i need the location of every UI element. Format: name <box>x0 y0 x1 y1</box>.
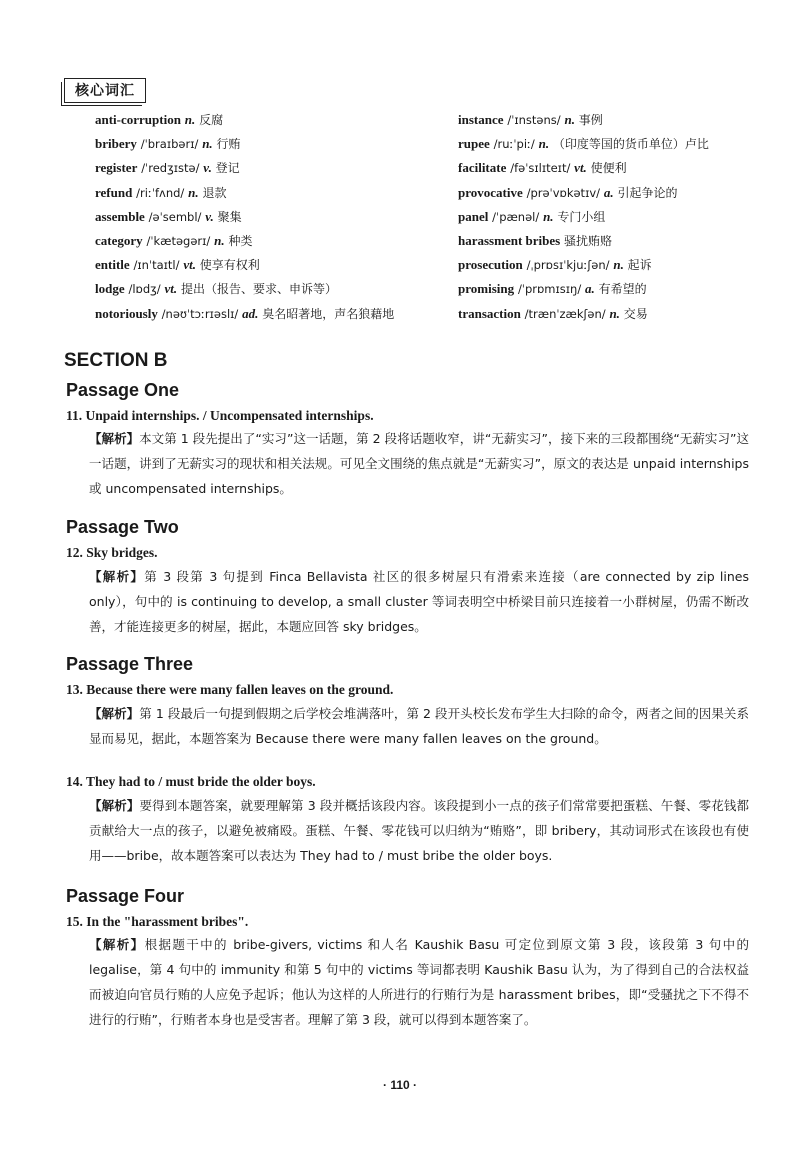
vocab-item <box>95 229 450 253</box>
vocab-meaning: 事例 <box>578 113 603 127</box>
vocab-item <box>95 253 450 277</box>
vocab-word: transaction <box>458 305 521 321</box>
vocab-word: category <box>95 232 143 248</box>
vocab-item <box>458 205 788 229</box>
vocab-pos: a. <box>603 184 614 200</box>
vocab-word: notoriously <box>95 305 158 321</box>
vocab-item <box>458 132 788 156</box>
vocab-item <box>95 156 450 180</box>
vocab-pronunciation: /ˈpænəl/ <box>492 209 540 224</box>
vocab-meaning: 登记 <box>215 161 240 176</box>
vocab-word: facilitate <box>458 160 507 176</box>
passage-title: Passage Four <box>66 886 185 906</box>
vocab-item <box>458 181 788 205</box>
vocab-pos: n. <box>609 305 620 321</box>
vocab-word: harassment bribes <box>458 232 561 248</box>
vocab-pos: a. <box>585 281 595 297</box>
vocab-word: anti-corruption <box>95 112 181 127</box>
passage-title: Passage Two <box>66 517 179 537</box>
vocab-meaning: 有希望的 <box>598 282 647 297</box>
vocab-item <box>95 277 450 301</box>
vocab-word: assemble <box>95 208 145 224</box>
vocab-pronunciation: /lɒdʒ/ <box>128 282 161 297</box>
question-answer: 15. In the "harassment bribes". <box>66 914 249 929</box>
passage-title: Passage Three <box>66 654 194 674</box>
explanation-tag: 【解析】 <box>89 431 140 446</box>
vocab-pronunciation: /ˈbraɪbərɪ/ <box>140 137 199 152</box>
vocab-pos: n. <box>613 257 624 273</box>
vocab-meaning: 行贿 <box>216 137 241 152</box>
vocab-item <box>458 108 788 132</box>
vocab-word: rupee <box>458 136 490 152</box>
vocab-pronunciation: /ˈɪnstəns/ <box>507 113 561 127</box>
vocab-meaning: 种类 <box>228 233 253 248</box>
vocab-meaning: 使享有权利 <box>199 258 260 273</box>
question-answer: 13. Because there were many fallen leaves on the ground. <box>66 682 394 697</box>
vocab-word: provocative <box>458 184 523 200</box>
vocab-pos: n. <box>543 208 554 224</box>
question-answer: 14. They had to / must bride the older boys. <box>66 774 316 789</box>
vocab-pronunciation: /fəˈsɪlɪteɪt/ <box>510 161 571 176</box>
vocab-item <box>95 132 450 156</box>
vocab-pos: vt. <box>183 257 196 273</box>
question-explanation <box>89 564 749 639</box>
question-answer: 11. Unpaid internships. / Uncompensated internships. <box>66 408 374 423</box>
vocab-meaning: 反腐 <box>199 113 224 127</box>
vocab-item <box>458 302 788 326</box>
vocab-pos: v. <box>203 160 212 176</box>
explanation-text: 根据题干中的 bribe-givers, victims 和人名 Kaushik Basu 可定位到原文第 3 段，该段第 3 句中的 legalise，第 4 句中的 immunity 和第 5 句中的 victims 等词都表明 Kaushik Basu 认为，为了得到自己的合法权益而被迫向官员行贿的人应免予起诉；他认为这样的人所进行的行贿行为是 harassment bribes，即“受骚扰之下不得不进行的行贿”，行贿者本身也是受害者。理解了第 3 段，就可以得到本题答案了。 <box>89 937 749 1027</box>
page-number: · 110 · <box>382 1078 418 1092</box>
explanation-text: 第 1 段最后一句提到假期之后学校会堆满落叶，第 2 段开头校长发布学生大扫除的命令，两者之间的因果关系显而易见，据此，本题答案为 Because there were many fallen leaves on the ground。 <box>89 706 749 746</box>
vocab-word: refund <box>95 184 133 200</box>
vocab-pos: n. <box>538 136 550 152</box>
vocab-pronunciation: /ˈprɒmɪsɪŋ/ <box>517 282 582 297</box>
vocab-meaning: 臭名昭著地，声名狼藉地 <box>262 306 395 321</box>
question-explanation <box>89 426 749 501</box>
vocab-pronunciation: /əˈsembl/ <box>148 209 202 224</box>
vocab-word: prosecution <box>458 257 523 273</box>
vocab-item <box>458 253 788 277</box>
vocab-meaning: 提出（报告、要求、申诉等） <box>180 282 337 297</box>
vocab-pos: n. <box>214 232 225 248</box>
vocab-meaning: （印度等国的货币单位）卢比 <box>552 137 709 152</box>
question-explanation <box>89 932 749 1032</box>
vocab-item <box>458 277 788 301</box>
vocab-pronunciation: /prəˈvɒkətɪv/ <box>526 185 601 200</box>
explanation-text: 要得到本题答案，就要理解第 3 段并概括该段内容。该段提到小一点的孩子们常常要把蛋糕、午餐、零花钱都贡献给大一点的孩子，以避免被痛殴。蛋糕、午餐、零花钱可以归纳为“贿赂”，即 bribery，其动词形式在该段也有使用——bribe，故本题答案可以表达为 They had to / must bribe the older boys. <box>89 798 749 863</box>
vocab-item <box>458 156 788 180</box>
vocab-word: panel <box>458 208 489 224</box>
explanation-tag: 【解析】 <box>89 569 145 584</box>
vocab-list-left <box>95 108 450 326</box>
vocab-meaning: 使便利 <box>590 161 627 176</box>
vocab-meaning: 引起争论的 <box>617 185 678 200</box>
vocab-item <box>458 229 788 253</box>
vocab-pos: vt. <box>574 160 587 176</box>
vocab-pos: n. <box>188 184 199 200</box>
vocab-meaning: 交易 <box>623 306 648 321</box>
vocab-pos: vt. <box>164 281 178 297</box>
vocab-pronunciation: /ruːˈpiː/ <box>493 137 535 152</box>
vocab-item <box>95 181 450 205</box>
vocab-meaning: 退款 <box>202 185 227 200</box>
vocab-item <box>95 302 450 326</box>
vocab-heading: 核心词汇 <box>64 78 146 103</box>
vocab-word: bribery <box>95 136 137 152</box>
vocab-pos: n. <box>564 112 575 127</box>
vocab-item <box>95 108 450 132</box>
vocab-pronunciation: /ˈredʒɪstə/ <box>141 161 200 176</box>
vocab-pronunciation: /trænˈzækʃən/ <box>524 306 606 321</box>
question-answer: 12. Sky bridges. <box>66 545 158 560</box>
explanation-text: 本文第 1 段先提出了“实习”这一话题，第 2 段将话题收窄，讲“无薪实习”，接下来的三段都围绕“无薪实习”这一话题，讲到了无薪实习的现状和相关法规。可见全文围绕的焦点就是“无薪实习”，原文的表达是 unpaid internships 或 uncompensated internships。 <box>89 431 749 496</box>
vocab-meaning: 起诉 <box>627 258 652 273</box>
explanation-tag: 【解析】 <box>89 798 140 813</box>
vocab-word: register <box>95 160 138 176</box>
vocab-pos: n. <box>184 112 196 127</box>
vocab-pos: v. <box>205 208 214 224</box>
question-explanation <box>89 793 749 868</box>
vocab-pos: ad. <box>242 305 259 321</box>
vocab-item <box>95 205 450 229</box>
vocab-pronunciation: /ˈkætəgərɪ/ <box>146 233 211 248</box>
vocab-word: lodge <box>95 281 125 297</box>
vocab-pronunciation: /ɪnˈtaɪtl/ <box>133 258 180 273</box>
vocab-pronunciation: /nəʊˈtɔːrɪəslɪ/ <box>161 306 239 321</box>
vocab-pronunciation: /riːˈfʌnd/ <box>136 185 185 200</box>
vocab-pos: n. <box>202 136 213 152</box>
vocab-word: entitle <box>95 257 130 273</box>
vocab-word: instance <box>458 112 504 127</box>
vocab-list-right <box>458 108 788 326</box>
vocab-word: promising <box>458 281 515 297</box>
question-explanation <box>89 701 749 751</box>
section-title: SECTION B <box>64 350 168 371</box>
vocab-pronunciation: /ˌprɒsɪˈkjuːʃən/ <box>526 258 610 273</box>
vocab-meaning: 聚集 <box>217 209 242 224</box>
vocab-meaning: 专门小组 <box>557 209 606 224</box>
explanation-text: 第 3 段第 3 句提到 Finca Bellavista 社区的很多树屋只有滑索来连接（are connected by zip lines only），句中的 is continuing to develop, a small cluster 等词表明空中桥梁目前只连接着一小群树屋，仍需不断改善，才能连接更多的树屋，据此，本题应回答 sky bridges。 <box>89 569 749 634</box>
vocab-meaning: 骚扰贿赂 <box>564 233 613 248</box>
explanation-tag: 【解析】 <box>89 937 145 952</box>
passage-title: Passage One <box>66 380 180 400</box>
explanation-tag: 【解析】 <box>89 706 140 721</box>
